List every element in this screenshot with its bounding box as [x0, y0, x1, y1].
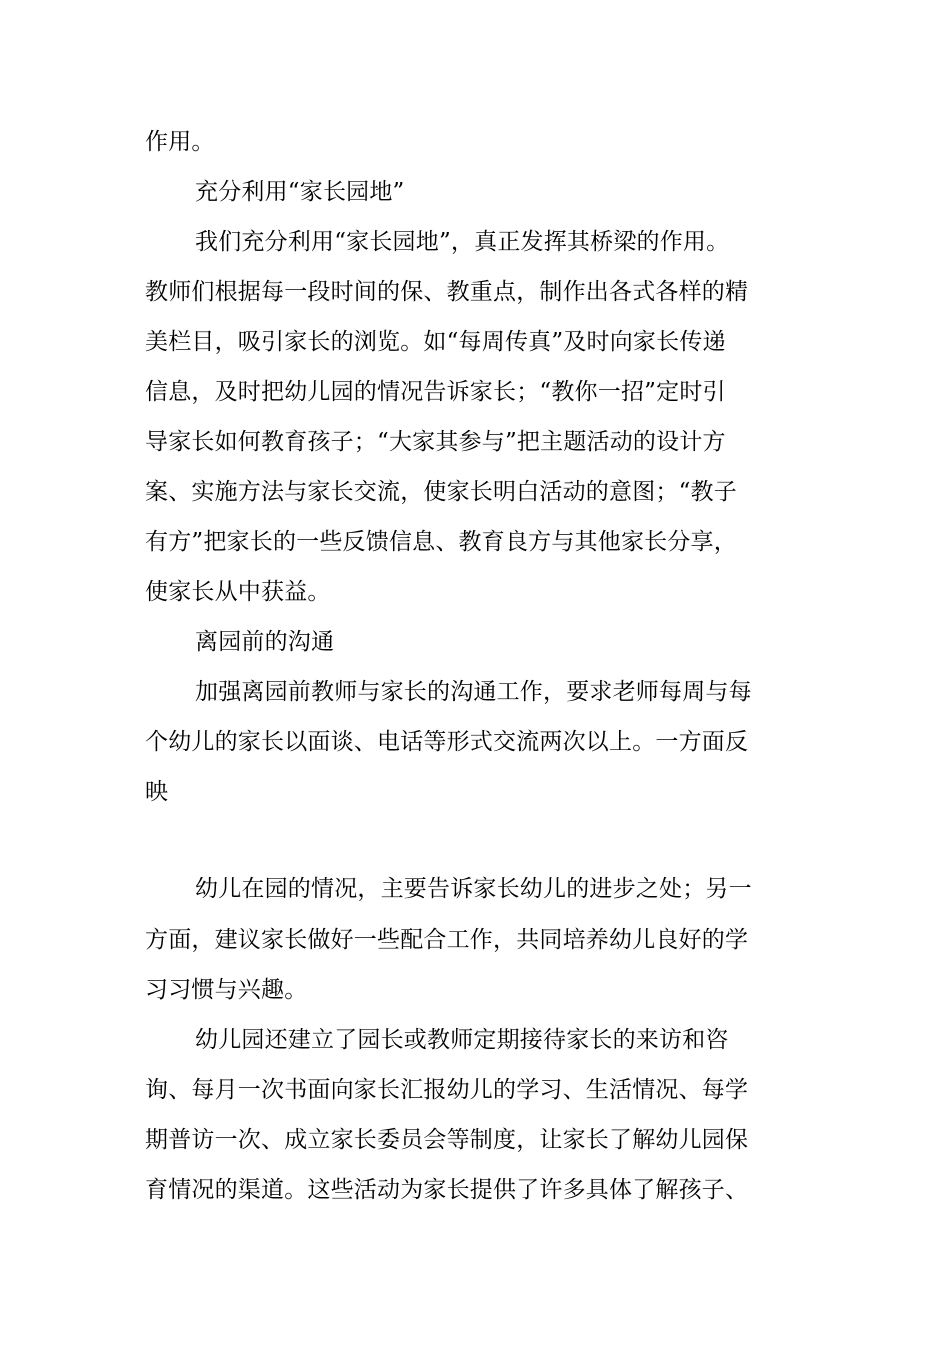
text-line: 方面，建议家长做好一些配合工作，共同培养幼儿良好的学	[145, 927, 749, 953]
text-line: 美栏目，吸引家长的浏览。如“每周传真”及时向家长传递	[145, 329, 726, 355]
text-line: 加强离园前教师与家长的沟通工作，要求老师每周与每	[195, 679, 752, 705]
text-line: 案、实施方法与家长交流，使家长明白活动的意图；“教子	[145, 479, 737, 505]
text-line: 教师们根据每一段时间的保、教重点，制作出各式各样的精	[145, 279, 749, 305]
text-line: 使家长从中获益。	[145, 579, 331, 605]
text-line: 作用。	[145, 129, 215, 155]
text-line: 导家长如何教育孩子；“大家其参与”把主题活动的设计方	[145, 429, 726, 455]
text-line: 信息，及时把幼儿园的情况告诉家长；“教你一招”定时引	[145, 379, 726, 405]
section-heading: 充分利用“家长园地”	[195, 179, 405, 205]
text-line: 期普访一次、成立家长委员会等制度，让家长了解幼儿园保	[145, 1127, 749, 1153]
text-line: 有方”把家长的一些反馈信息、教育良方与其他家长分享，	[145, 529, 737, 555]
text-line: 育情况的渠道。这些活动为家长提供了许多具体了解孩子、	[145, 1177, 749, 1203]
text-line: 幼儿园还建立了园长或教师定期接待家长的来访和咨	[195, 1027, 729, 1053]
section-heading: 离园前的沟通	[195, 629, 335, 655]
text-line: 映	[145, 779, 169, 805]
text-line: 我们充分利用“家长园地”，真正发挥其桥梁的作用。	[195, 229, 730, 255]
text-line: 幼儿在园的情况，主要告诉家长幼儿的进步之处；另一	[195, 876, 752, 902]
text-line: 询、每月一次书面向家长汇报幼儿的学习、生活情况、每学	[145, 1077, 749, 1103]
text-line: 个幼儿的家长以面谈、电话等形式交流两次以上。一方面反	[145, 729, 749, 755]
text-line: 习习惯与兴趣。	[145, 977, 308, 1003]
